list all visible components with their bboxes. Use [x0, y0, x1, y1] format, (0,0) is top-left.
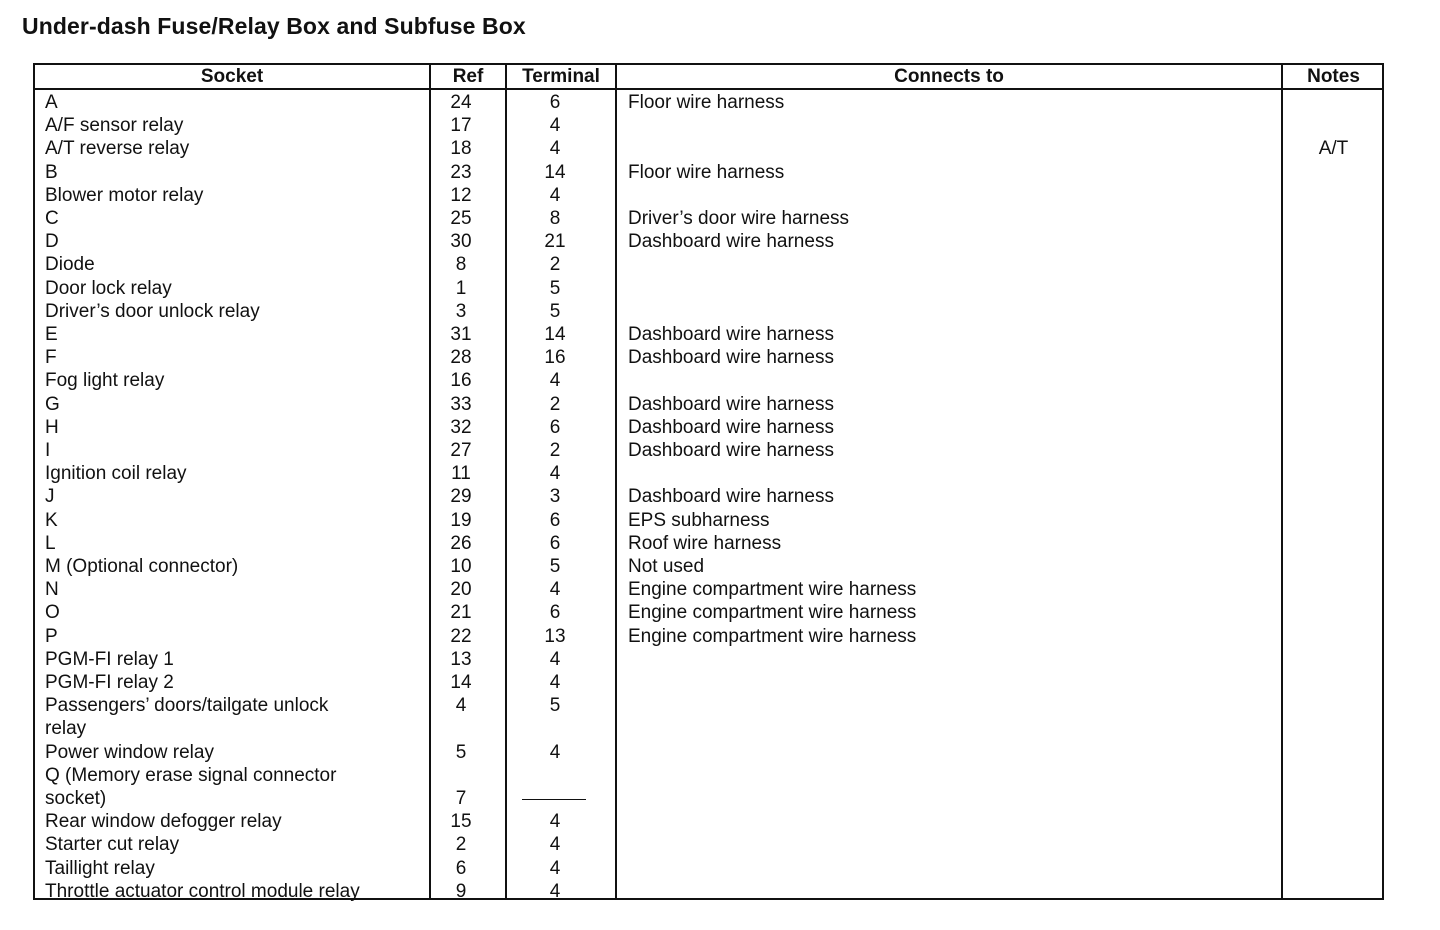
- header-ref: Ref: [452, 66, 484, 87]
- ref-cell: 22: [450, 625, 472, 647]
- connects-to-cell: Engine compartment wire harness: [628, 602, 917, 624]
- table-row: [35, 346, 1382, 369]
- connects-to-cell: Engine compartment wire harness: [628, 579, 917, 601]
- table-row: [35, 230, 1382, 253]
- terminal-cell: 16: [544, 347, 566, 369]
- notes-cell: A/T: [1318, 138, 1349, 160]
- socket-cell: Passengers’ doors/tailgate unlock: [45, 695, 329, 717]
- table-row: [35, 717, 1382, 740]
- ref-cell: 8: [455, 254, 467, 276]
- terminal-cell: 4: [549, 811, 561, 833]
- socket-cell: A: [45, 92, 58, 113]
- socket-cell: K: [45, 509, 58, 531]
- table-row: [35, 300, 1382, 323]
- terminal-cell: 6: [549, 532, 561, 554]
- terminal-cell: 4: [549, 184, 561, 206]
- ref-cell: 29: [450, 486, 472, 508]
- socket-cell: M (Optional connector): [45, 556, 239, 577]
- terminal-cell: 8: [549, 208, 561, 229]
- ref-cell: 16: [450, 370, 472, 392]
- table-row: [35, 161, 1382, 184]
- connects-to-cell: Dashboard wire harness: [628, 393, 834, 415]
- ref-cell: 15: [450, 811, 472, 833]
- socket-cell: Taillight relay: [45, 857, 155, 879]
- socket-cell: I: [45, 440, 51, 461]
- table-row: [35, 277, 1382, 300]
- socket-cell: Driver’s door unlock relay: [45, 300, 260, 322]
- table-row: [35, 741, 1382, 764]
- socket-cell: E: [45, 324, 58, 345]
- connects-to-cell: Roof wire harness: [628, 532, 782, 554]
- socket-cell: L: [45, 532, 56, 554]
- terminal-cell: 4: [549, 857, 561, 879]
- ref-cell: 30: [450, 231, 472, 253]
- ref-cell: 9: [455, 880, 467, 902]
- socket-cell: Fog light relay: [45, 370, 165, 392]
- socket-cell: Door lock relay: [45, 277, 172, 299]
- socket-cell: J: [45, 486, 55, 508]
- terminal-cell: 4: [549, 579, 561, 601]
- connects-to-cell: Driver’s door wire harness: [628, 208, 850, 229]
- ref-cell: 1: [455, 277, 467, 299]
- table-row: [35, 462, 1382, 485]
- ref-cell: 10: [450, 556, 472, 577]
- table-row: [35, 671, 1382, 694]
- socket-cell: PGM-FI relay 2: [45, 672, 174, 693]
- terminal-cell: 6: [549, 416, 561, 438]
- ref-cell: 3: [455, 300, 467, 322]
- table-row: [35, 509, 1382, 532]
- socket-cell: socket): [45, 788, 107, 809]
- header-socket: Socket: [200, 66, 264, 87]
- header-divider: [35, 88, 1382, 90]
- ref-cell: 20: [450, 579, 472, 601]
- socket-cell: O: [45, 602, 60, 624]
- connects-to-cell: Engine compartment wire harness: [628, 625, 917, 647]
- table-row: [35, 416, 1382, 439]
- terminal-cell: 3: [549, 486, 561, 508]
- ref-cell: 28: [450, 347, 472, 369]
- terminal-cell: 2: [549, 254, 561, 276]
- ref-cell: 12: [450, 184, 472, 206]
- table-row: [35, 857, 1382, 880]
- terminal-none-dash: [522, 799, 586, 800]
- ref-cell: 11: [451, 463, 471, 485]
- socket-cell: Power window relay: [45, 741, 214, 763]
- connects-to-cell: EPS subharness: [628, 509, 770, 531]
- table-row: [35, 694, 1382, 717]
- socket-cell: Diode: [45, 254, 95, 276]
- table-row: [35, 578, 1382, 601]
- fuse-relay-table: [33, 63, 1384, 900]
- table-row: [35, 810, 1382, 833]
- connects-to-cell: Dashboard wire harness: [628, 231, 834, 253]
- terminal-cell: 21: [544, 231, 566, 253]
- table-row: [35, 787, 1382, 810]
- socket-cell: Q (Memory erase signal connector: [45, 764, 337, 786]
- socket-cell: G: [45, 393, 60, 415]
- connects-to-cell: Not used: [628, 556, 705, 577]
- table-row: [35, 601, 1382, 624]
- terminal-cell: 6: [549, 92, 561, 113]
- socket-cell: C: [45, 208, 59, 229]
- terminal-cell: 13: [544, 625, 566, 647]
- socket-cell: F: [45, 347, 57, 369]
- table-row: [35, 184, 1382, 207]
- table-row: [35, 532, 1382, 555]
- terminal-cell: 5: [549, 300, 561, 322]
- table-row: [35, 485, 1382, 508]
- connects-to-cell: Dashboard wire harness: [628, 416, 834, 438]
- terminal-cell: 4: [549, 672, 561, 693]
- header-terminal: Terminal: [522, 66, 600, 87]
- header-notes: Notes: [1307, 66, 1360, 87]
- table-row: [35, 625, 1382, 648]
- terminal-cell: 4: [549, 880, 561, 902]
- ref-cell: 14: [450, 672, 472, 693]
- table-row: [35, 137, 1382, 160]
- terminal-cell: 2: [549, 393, 561, 415]
- header-connects-to: Connects to: [894, 66, 1004, 87]
- socket-cell: relay: [45, 718, 87, 740]
- ref-cell: 25: [450, 208, 472, 229]
- ref-cell: 2: [455, 834, 467, 856]
- table-row: [35, 439, 1382, 462]
- socket-cell: D: [45, 231, 59, 253]
- terminal-cell: 6: [549, 509, 561, 531]
- ref-cell: 19: [450, 509, 472, 531]
- table-row: [35, 369, 1382, 392]
- socket-cell: P: [45, 625, 58, 647]
- socket-cell: PGM-FI relay 1: [45, 648, 174, 670]
- terminal-cell: 6: [549, 602, 561, 624]
- ref-cell: 21: [450, 602, 472, 624]
- ref-cell: 24: [450, 92, 472, 113]
- table-row: [35, 880, 1382, 903]
- connects-to-cell: Dashboard wire harness: [628, 347, 834, 369]
- terminal-cell: 4: [549, 741, 561, 763]
- socket-cell: H: [45, 416, 59, 438]
- ref-cell: 33: [450, 393, 472, 415]
- socket-cell: Throttle actuator control module relay: [45, 880, 360, 902]
- terminal-cell: 4: [549, 138, 561, 160]
- terminal-cell: 5: [549, 556, 561, 577]
- socket-cell: Blower motor relay: [45, 184, 204, 206]
- terminal-cell: 14: [544, 161, 566, 183]
- terminal-cell: 5: [549, 695, 561, 717]
- terminal-cell: 14: [544, 324, 566, 345]
- connects-to-cell: Floor wire harness: [628, 161, 785, 183]
- ref-cell: 7: [455, 788, 467, 809]
- connects-to-cell: Dashboard wire harness: [628, 486, 834, 508]
- table-row: [35, 764, 1382, 787]
- ref-cell: 31: [450, 324, 472, 345]
- terminal-cell: 4: [549, 648, 561, 670]
- terminal-cell: 4: [549, 115, 561, 137]
- table-row: [35, 833, 1382, 856]
- page-title: Under-dash Fuse/Relay Box and Subfuse Box: [22, 13, 526, 39]
- ref-cell: 26: [450, 532, 472, 554]
- connects-to-cell: Floor wire harness: [628, 92, 785, 113]
- ref-cell: 32: [450, 416, 472, 438]
- ref-cell: 4: [455, 695, 467, 717]
- table-row: [35, 91, 1382, 114]
- ref-cell: 17: [450, 115, 472, 137]
- table-row: [35, 253, 1382, 276]
- ref-cell: 13: [450, 648, 472, 670]
- socket-cell: N: [45, 579, 59, 601]
- ref-cell: 27: [450, 440, 472, 461]
- table-row: [35, 114, 1382, 137]
- ref-cell: 5: [455, 741, 467, 763]
- socket-cell: A/T reverse relay: [45, 138, 190, 160]
- ref-cell: 6: [455, 857, 467, 879]
- table-row: [35, 555, 1382, 578]
- terminal-cell: 5: [549, 277, 561, 299]
- terminal-cell: 4: [549, 370, 561, 392]
- terminal-cell: 2: [549, 440, 561, 461]
- socket-cell: Starter cut relay: [45, 834, 180, 856]
- table-row: [35, 323, 1382, 346]
- table-row: [35, 393, 1382, 416]
- terminal-cell: 4: [549, 463, 561, 485]
- socket-cell: B: [45, 161, 58, 183]
- table-row: [35, 648, 1382, 671]
- socket-cell: Ignition coil relay: [45, 463, 187, 485]
- connects-to-cell: Dashboard wire harness: [628, 440, 834, 461]
- ref-cell: 18: [450, 138, 472, 160]
- terminal-cell: 4: [549, 834, 561, 856]
- socket-cell: A/F sensor relay: [45, 115, 184, 137]
- table-row: [35, 207, 1382, 230]
- socket-cell: Rear window defogger relay: [45, 811, 282, 833]
- connects-to-cell: Dashboard wire harness: [628, 324, 834, 345]
- ref-cell: 23: [450, 161, 472, 183]
